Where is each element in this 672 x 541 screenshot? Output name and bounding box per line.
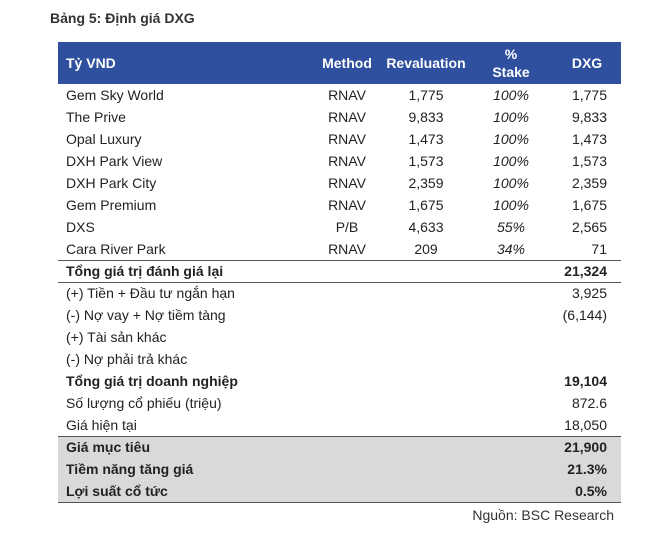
project-revaluation: 4,633 [408, 219, 444, 235]
project-name: Cara River Park [66, 240, 166, 257]
adjustment-row [58, 282, 621, 304]
project-row [58, 128, 621, 150]
enterprise-value-label: Tổng giá trị doanh nghiệp [66, 373, 238, 389]
project-row [58, 84, 621, 106]
project-stake: 55% [496, 219, 526, 235]
project-row [58, 194, 621, 216]
project-dxg: 2,359 [571, 175, 607, 191]
project-revaluation: 1,775 [408, 87, 444, 103]
summary-label: Giá mục tiêu [58, 436, 553, 458]
adjustment-value [553, 326, 621, 348]
adjustment-row [58, 304, 621, 326]
project-row [58, 238, 621, 260]
summary-label: Lợi suất cổ tức [58, 480, 553, 502]
total-revaluation-row [58, 260, 621, 282]
adjustment-label: (-) Nợ phải trả khác [66, 351, 188, 367]
total-revaluation-value: 21,324 [553, 260, 621, 282]
header-method: Method [311, 42, 383, 84]
current-price-value: 18,050 [564, 416, 607, 433]
project-name: DXS [66, 219, 95, 235]
shares-label: Số lượng cổ phiếu (triệu) [66, 395, 222, 411]
adjustment-value: (6,144) [562, 307, 607, 323]
adjustment-value: 3,925 [571, 285, 607, 302]
project-method: RNAV [328, 131, 366, 147]
project-row [58, 150, 621, 172]
total-revaluation-label: Tổng giá trị đánh giá lại [58, 260, 553, 282]
summary-value: 21,900 [553, 436, 621, 458]
header-row [58, 42, 621, 84]
summary-row [58, 436, 621, 458]
project-method: P/B [335, 219, 359, 235]
project-dxg: 1,573 [571, 153, 607, 169]
summary-row [58, 458, 621, 480]
project-method: RNAV [328, 153, 366, 169]
shares-value: 872.6 [571, 395, 607, 411]
adjustment-row [58, 348, 621, 370]
adjustment-label: (+) Tài sản khác [66, 329, 167, 345]
table-header [58, 42, 621, 84]
current-price-label: Giá hiện tại [66, 416, 137, 433]
header-revaluation: Revaluation [383, 42, 469, 84]
project-dxg: 9,833 [571, 109, 607, 125]
header-stake-label: Stake [492, 64, 530, 80]
enterprise-value-value: 19,104 [564, 373, 607, 389]
project-row [58, 106, 621, 128]
project-revaluation: 1,473 [408, 131, 444, 147]
adjustment-label: (+) Tiền + Đầu tư ngắn hạn [66, 285, 235, 302]
adjustment-label: (-) Nợ vay + Nợ tiềm tàng [66, 307, 226, 323]
project-dxg: 1,675 [571, 197, 607, 213]
shares-row [58, 392, 621, 414]
project-revaluation: 9,833 [408, 109, 444, 125]
adjustment-row [58, 326, 621, 348]
project-revaluation: 1,675 [408, 197, 444, 213]
project-method: RNAV [328, 240, 366, 257]
project-revaluation: 1,573 [408, 153, 444, 169]
summary-row [58, 480, 621, 502]
project-method: RNAV [328, 197, 366, 213]
table-body [58, 84, 621, 502]
project-name: DXH Park City [66, 175, 157, 191]
valuation-table [58, 42, 621, 503]
project-name: The Prive [66, 109, 126, 125]
project-stake: 100% [493, 175, 529, 191]
header-unit: Tỷ VND [58, 42, 311, 84]
project-dxg: 1,775 [571, 87, 607, 103]
project-dxg: 1,473 [571, 131, 607, 147]
project-stake: 100% [493, 197, 529, 213]
enterprise-value-row [58, 370, 621, 392]
summary-value: 21.3% [553, 458, 621, 480]
project-stake: 100% [493, 109, 529, 125]
project-name: Gem Premium [66, 197, 157, 213]
project-revaluation: 2,359 [408, 175, 444, 191]
project-row [58, 216, 621, 238]
project-dxg: 71 [591, 240, 607, 257]
project-method: RNAV [328, 87, 366, 103]
project-stake: 100% [493, 131, 529, 147]
project-dxg: 2,565 [571, 219, 607, 235]
header-stake-percent: % [504, 46, 518, 62]
project-name: Gem Sky World [66, 87, 164, 103]
project-method: RNAV [328, 175, 366, 191]
project-stake: 34% [496, 240, 526, 257]
project-stake: 100% [493, 153, 529, 169]
table-caption: Bảng 5: Định giá DXG [50, 10, 195, 26]
project-row [58, 172, 621, 194]
summary-value: 0.5% [553, 480, 621, 502]
project-revaluation: 209 [414, 240, 438, 257]
project-name: Opal Luxury [66, 131, 142, 147]
project-name: DXH Park View [66, 153, 163, 169]
adjustment-value [553, 348, 621, 370]
header-dxg: DXG [553, 42, 621, 84]
source-note: Nguồn: BSC Research [472, 507, 614, 523]
header-stake [469, 42, 553, 84]
project-method: RNAV [328, 109, 366, 125]
project-stake: 100% [493, 87, 529, 103]
current-price-row [58, 414, 621, 436]
summary-label: Tiềm năng tăng giá [58, 458, 553, 480]
